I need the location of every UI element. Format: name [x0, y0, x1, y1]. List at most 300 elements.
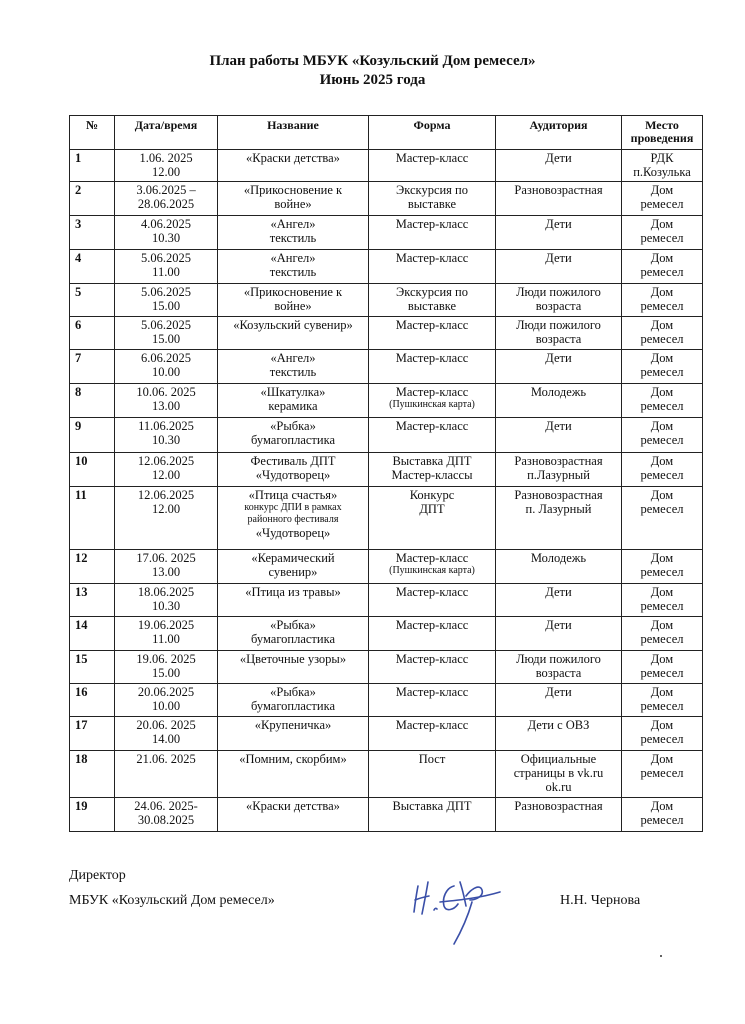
cell-line: ok.ru [545, 780, 572, 794]
cell-line: Разновозрастная [514, 799, 603, 813]
cell-line: ремесел [640, 632, 684, 646]
cell-line: Дети [545, 419, 572, 433]
table-row [70, 651, 703, 684]
cell-line: войне» [274, 197, 312, 211]
cell-line: 13.00 [151, 565, 181, 579]
cell-line: 6.06.2025 [141, 351, 191, 365]
audience-cell [496, 798, 622, 832]
event-name-cell [218, 250, 369, 284]
cell-line: «Рыбка» [270, 618, 316, 632]
cell-line: Дом [650, 251, 674, 265]
form-cell [369, 751, 496, 798]
cell-line: ремесел [640, 502, 684, 516]
event-name-cell [218, 150, 369, 182]
place-cell [622, 798, 703, 832]
place-cell [622, 453, 703, 487]
cell-line: ремесел [640, 699, 684, 713]
place-cell [622, 550, 703, 584]
event-name-cell [218, 651, 369, 684]
table-row [70, 798, 703, 832]
audience-cell [496, 550, 622, 584]
cell-line: Дети [545, 585, 572, 599]
cell-line: 21.06. 2025 [136, 752, 196, 766]
cell-line: «Помним, скорбим» [239, 752, 347, 766]
cell-line: выставке [407, 197, 457, 211]
form-cell [369, 617, 496, 651]
row-number-cell: 12 [70, 550, 115, 584]
cell-line: Мастер-класс [395, 551, 469, 565]
table-row [70, 182, 703, 216]
table-row [70, 250, 703, 284]
audience-cell [496, 651, 622, 684]
cell-line: 28.06.2025 [137, 197, 195, 211]
audience-cell [496, 250, 622, 284]
plan-table [69, 115, 703, 832]
cell-line: 12.06.2025 [137, 488, 195, 502]
event-name-cell [218, 584, 369, 617]
cell-line: Конкурс [409, 488, 455, 502]
form-cell [369, 350, 496, 384]
cell-line: 20.06.2025 [137, 685, 195, 699]
cell-line: Дом [650, 799, 674, 813]
audience-cell [496, 453, 622, 487]
event-name-cell [218, 182, 369, 216]
cell-line: ремесел [640, 732, 684, 746]
cell-note-line: районного фестиваля [247, 514, 339, 525]
cell-line: Дом [650, 585, 674, 599]
cell-line: 10.00 [151, 365, 181, 379]
cell-line: керамика [268, 399, 318, 413]
cell-line: 11.06.2025 [138, 419, 194, 433]
place-cell [622, 717, 703, 751]
cell-line: 19.06. 2025 [136, 652, 196, 666]
cell-line: ремесел [640, 265, 684, 279]
date-cell [115, 651, 218, 684]
cell-line: Дети [545, 351, 572, 365]
cell-line: 10.30 [151, 231, 181, 245]
cell-line: Мастер-класс [395, 151, 469, 165]
cell-line: 12.00 [151, 165, 181, 179]
cell-line: Дети [545, 251, 572, 265]
cell-line: Дом [650, 752, 674, 766]
table-row [70, 453, 703, 487]
date-cell [115, 798, 218, 832]
cell-line: Мастер-классы [391, 468, 473, 482]
cell-line: «Ангел» [270, 217, 316, 231]
audience-cell [496, 216, 622, 250]
row-number-cell: 2 [70, 182, 115, 216]
cell-line: Дом [650, 652, 674, 666]
cell-line: Пост [418, 752, 446, 766]
cell-line: 10.00 [151, 699, 181, 713]
date-cell [115, 453, 218, 487]
cell-line: ремесел [640, 365, 684, 379]
cell-line: «Прикосновение к [243, 285, 343, 299]
cell-line: Мастер-класс [395, 318, 469, 332]
form-cell [369, 798, 496, 832]
place-cell [622, 684, 703, 717]
date-cell [115, 617, 218, 651]
cell-line: Дом [650, 685, 674, 699]
cell-line: «Птица из травы» [245, 585, 341, 599]
cell-line: 5.06.2025 [141, 285, 191, 299]
table-header-row [70, 116, 703, 150]
form-cell [369, 684, 496, 717]
cell-line: «Крупеничка» [254, 718, 332, 732]
cell-line: ремесел [640, 766, 684, 780]
cell-line: Разновозрастная [514, 488, 603, 502]
table-body [70, 150, 703, 832]
audience-cell [496, 418, 622, 453]
cell-line: Люди пожилого [516, 318, 601, 332]
cell-line: 20.06. 2025 [136, 718, 196, 732]
table-row [70, 384, 703, 418]
row-number-cell: 17 [70, 717, 115, 751]
table-row [70, 684, 703, 717]
cell-line: текстиль [269, 365, 317, 379]
event-name-cell [218, 284, 369, 317]
cell-line: 14.00 [151, 732, 181, 746]
date-cell [115, 182, 218, 216]
cell-line: выставке [407, 299, 457, 313]
cell-line: Мастер-класс [395, 217, 469, 231]
cell-line: Дети с ОВЗ [527, 718, 590, 732]
row-number-cell: 11 [70, 487, 115, 550]
signer-name: Н.Н. Чернова [560, 893, 641, 908]
place-cell [622, 182, 703, 216]
cell-line: 18.06.2025 [137, 585, 195, 599]
table-row [70, 584, 703, 617]
cell-line: «Краски детства» [246, 151, 340, 165]
cell-line: ремесел [640, 197, 684, 211]
cell-note-line: конкурс ДПИ в рамках [244, 502, 342, 513]
form-cell [369, 250, 496, 284]
cell-line: 11.00 [152, 632, 180, 646]
cell-line: п. Лазурный [525, 502, 592, 516]
cell-line: Разновозрастная [514, 454, 603, 468]
cell-line: бумагопластика [250, 699, 335, 713]
form-cell [369, 317, 496, 350]
date-cell [115, 550, 218, 584]
row-number-cell: 7 [70, 350, 115, 384]
event-name-cell [218, 453, 369, 487]
cell-line: «Чудотворец» [255, 468, 331, 482]
row-number-cell: 19 [70, 798, 115, 832]
date-cell [115, 250, 218, 284]
place-cell [622, 487, 703, 550]
cell-line: ремесел [640, 332, 684, 346]
cell-line: ремесел [640, 599, 684, 613]
row-number-cell: 1 [70, 150, 115, 182]
event-name-cell [218, 487, 369, 550]
row-number-cell: 18 [70, 751, 115, 798]
cell-line: ремесел [640, 565, 684, 579]
cell-line: возраста [535, 299, 582, 313]
table-row [70, 617, 703, 651]
place-cell [622, 584, 703, 617]
date-cell [115, 751, 218, 798]
signer-organization: МБУК «Козульский Дом ремесел» [69, 893, 275, 908]
place-cell [622, 216, 703, 250]
cell-line: Мастер-класс [395, 385, 469, 399]
cell-line: Дом [650, 618, 674, 632]
cell-line: Молодежь [530, 551, 587, 565]
cell-line: сувенир» [268, 565, 318, 579]
table-row [70, 550, 703, 584]
event-name-cell [218, 384, 369, 418]
form-cell [369, 584, 496, 617]
cell-line: Мастер-класс [395, 618, 469, 632]
cell-line: Мастер-класс [395, 585, 469, 599]
form-cell [369, 216, 496, 250]
cell-line: «Чудотворец» [255, 526, 331, 540]
place-cell [622, 384, 703, 418]
audience-cell [496, 751, 622, 798]
cell-line: Дом [650, 318, 674, 332]
event-name-cell [218, 550, 369, 584]
place-cell [622, 418, 703, 453]
date-cell [115, 284, 218, 317]
cell-line: Дом [650, 419, 674, 433]
cell-line: Молодежь [530, 385, 587, 399]
cell-line: Выставка ДПТ [392, 799, 472, 813]
cell-line: «Краски детства» [246, 799, 340, 813]
row-number-cell: 5 [70, 284, 115, 317]
cell-line: Дом [650, 217, 674, 231]
cell-line: 5.06.2025 [141, 318, 191, 332]
cell-line: 12.00 [151, 468, 181, 482]
place-cell [622, 284, 703, 317]
audience-cell [496, 284, 622, 317]
cell-line: Дом [650, 551, 674, 565]
cell-line: Дом [650, 285, 674, 299]
scan-speck [660, 955, 662, 957]
cell-line: 10.06. 2025 [136, 385, 196, 399]
audience-cell [496, 317, 622, 350]
audience-cell [496, 684, 622, 717]
cell-line: «Керамический [251, 551, 335, 565]
form-cell [369, 418, 496, 453]
cell-line: Дети [545, 151, 572, 165]
cell-line: Дом [650, 385, 674, 399]
cell-line: «Шкатулка» [260, 385, 326, 399]
cell-line: Мастер-класс [395, 652, 469, 666]
form-cell [369, 384, 496, 418]
cell-line: 10.30 [151, 433, 181, 447]
header-audience: Аудитория [496, 116, 622, 150]
audience-cell [496, 717, 622, 751]
cell-line: Дом [650, 718, 674, 732]
row-number-cell: 15 [70, 651, 115, 684]
event-name-cell [218, 684, 369, 717]
place-cell [622, 617, 703, 651]
row-number-cell: 9 [70, 418, 115, 453]
cell-line: Люди пожилого [516, 652, 601, 666]
place-cell [622, 250, 703, 284]
audience-cell [496, 150, 622, 182]
date-cell [115, 584, 218, 617]
cell-line: п.Козулька [633, 165, 691, 179]
cell-line: ремесел [640, 399, 684, 413]
cell-line: ДПТ [419, 502, 445, 516]
cell-line: Дом [650, 351, 674, 365]
event-name-cell [218, 798, 369, 832]
date-cell [115, 216, 218, 250]
form-cell [369, 284, 496, 317]
cell-line: «Ангел» [270, 251, 316, 265]
cell-line: Дом [650, 488, 674, 502]
cell-line: 15.00 [151, 666, 181, 680]
cell-line: «Козульский сувенир» [233, 318, 353, 332]
header-date: Дата/время [115, 116, 218, 150]
date-cell [115, 317, 218, 350]
cell-line: 15.00 [151, 332, 181, 346]
cell-line: ремесел [640, 813, 684, 827]
cell-line: ремесел [640, 433, 684, 447]
cell-line: Мастер-класс [395, 351, 469, 365]
document-subtitle: Июнь 2025 года [319, 72, 426, 88]
cell-line: 12.00 [151, 502, 181, 516]
header-number: № [70, 116, 115, 150]
cell-line: Разновозрастная [514, 183, 603, 197]
cell-line: Дом [650, 183, 674, 197]
event-name-cell [218, 418, 369, 453]
row-number-cell: 6 [70, 317, 115, 350]
form-cell [369, 487, 496, 550]
row-number-cell: 14 [70, 617, 115, 651]
row-number-cell: 8 [70, 384, 115, 418]
cell-line: бумагопластика [250, 632, 335, 646]
signature-image [410, 872, 510, 950]
cell-line: 15.00 [151, 299, 181, 313]
form-cell [369, 182, 496, 216]
cell-line: 13.00 [151, 399, 181, 413]
event-name-cell [218, 751, 369, 798]
header-name: Название [218, 116, 369, 150]
cell-line: «Рыбка» [270, 685, 316, 699]
cell-line: ремесел [640, 231, 684, 245]
row-number-cell: 4 [70, 250, 115, 284]
event-name-cell [218, 617, 369, 651]
cell-line: ремесел [640, 299, 684, 313]
cell-line: 1.06. 2025 [139, 151, 193, 165]
cell-line: 5.06.2025 [141, 251, 191, 265]
cell-line: текстиль [269, 265, 317, 279]
place-cell [622, 150, 703, 182]
document-title: План работы МБУК «Козульский Дом ремесел» [209, 53, 536, 69]
cell-line: бумагопластика [250, 433, 335, 447]
cell-line: Дети [545, 685, 572, 699]
row-number-cell: 3 [70, 216, 115, 250]
event-name-cell [218, 216, 369, 250]
event-name-cell [218, 717, 369, 751]
row-number-cell: 13 [70, 584, 115, 617]
cell-line: страницы в vk.ru [513, 766, 604, 780]
table-row [70, 751, 703, 798]
cell-line: «Рыбка» [270, 419, 316, 433]
table-row [70, 284, 703, 317]
cell-line: Мастер-класс [395, 251, 469, 265]
cell-note-line: (Пушкинская карта) [389, 399, 475, 410]
cell-line: 4.06.2025 [141, 217, 191, 231]
cell-line: 10.30 [151, 599, 181, 613]
table-row [70, 350, 703, 384]
table-row [70, 418, 703, 453]
cell-line: ремесел [640, 468, 684, 482]
row-number-cell: 10 [70, 453, 115, 487]
cell-line: Мастер-класс [395, 718, 469, 732]
cell-note-line: (Пушкинская карта) [389, 565, 475, 576]
table-row [70, 487, 703, 550]
date-cell [115, 684, 218, 717]
table-row [70, 216, 703, 250]
cell-line: Дом [650, 454, 674, 468]
table-row [70, 317, 703, 350]
cell-line: Экскурсия по [395, 285, 468, 299]
cell-line: текстиль [269, 231, 317, 245]
date-cell [115, 487, 218, 550]
audience-cell [496, 617, 622, 651]
cell-line: 11.00 [152, 265, 180, 279]
place-cell [622, 350, 703, 384]
cell-line: Выставка ДПТ [392, 454, 472, 468]
place-cell [622, 317, 703, 350]
cell-line: «Цветочные узоры» [239, 652, 347, 666]
table-row [70, 150, 703, 182]
cell-line: войне» [274, 299, 312, 313]
form-cell [369, 717, 496, 751]
cell-line: «Прикосновение к [243, 183, 343, 197]
header-form: Форма [369, 116, 496, 150]
date-cell [115, 350, 218, 384]
date-cell [115, 717, 218, 751]
audience-cell [496, 182, 622, 216]
cell-line: «Птица счастья» [248, 488, 338, 502]
event-name-cell [218, 317, 369, 350]
cell-line: возраста [535, 332, 582, 346]
audience-cell [496, 584, 622, 617]
cell-line: РДК [650, 151, 674, 165]
date-cell [115, 384, 218, 418]
form-cell [369, 550, 496, 584]
form-cell [369, 453, 496, 487]
audience-cell [496, 384, 622, 418]
cell-line: Фестиваль ДПТ [250, 454, 336, 468]
header-place: Место проведения [622, 116, 703, 150]
audience-cell [496, 487, 622, 550]
cell-line: 30.08.2025 [137, 813, 195, 827]
audience-cell [496, 350, 622, 384]
cell-line: Дети [545, 618, 572, 632]
place-cell [622, 651, 703, 684]
form-cell [369, 651, 496, 684]
cell-line: Официальные [520, 752, 597, 766]
cell-line: «Ангел» [270, 351, 316, 365]
signer-position: Директор [69, 868, 126, 883]
cell-line: возраста [535, 666, 582, 680]
table-row [70, 717, 703, 751]
cell-line: 19.06.2025 [137, 618, 195, 632]
cell-line: 17.06. 2025 [136, 551, 196, 565]
form-cell [369, 150, 496, 182]
cell-line: Дети [545, 217, 572, 231]
cell-line: Мастер-класс [395, 419, 469, 433]
cell-line: Мастер-класс [395, 685, 469, 699]
row-number-cell: 16 [70, 684, 115, 717]
date-cell [115, 418, 218, 453]
cell-line: 3.06.2025 – [136, 183, 196, 197]
cell-line: 24.06. 2025- [134, 799, 198, 813]
